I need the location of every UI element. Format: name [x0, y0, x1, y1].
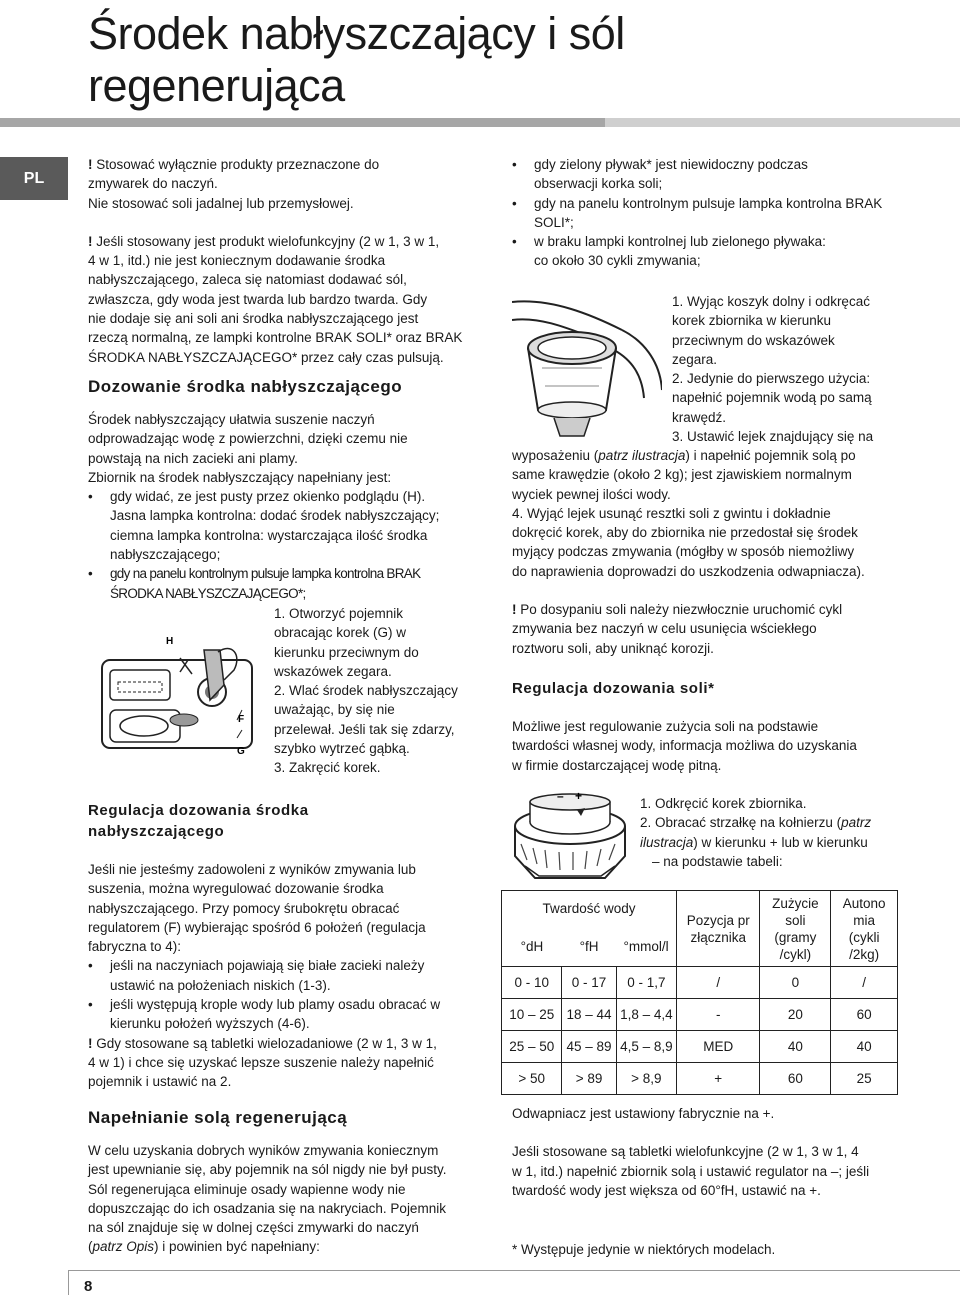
- step-item: 4. Wyjąć lejek usunąć resztki soli z gwintu i dokładnie: [512, 505, 831, 521]
- cell-autonomy: 40: [831, 1031, 898, 1063]
- cell-autonomy: 60: [831, 999, 898, 1031]
- table-header-row: [502, 891, 898, 927]
- bullet-item: • jeśli występują krople wody lub plamy osadu obracać w: [88, 995, 488, 1014]
- bullet-item: • gdy widać, ze jest pusty przez okienko podglądu (H).: [88, 487, 488, 506]
- text-line: kierunku położeń wyższych (4-6).: [110, 1016, 310, 1032]
- text-line: Odwapniacz jest ustawiony fabrycznie na +.: [512, 1106, 775, 1121]
- text-line: zwłaszcza, gdy woda jest twarda lub bardzo twarda. Gdy: [88, 291, 428, 307]
- label-f: F: [238, 714, 245, 725]
- header-line: Zużycie: [772, 895, 819, 911]
- text-line: 4 w 1) i chce się uzyskać lepsze suszenie należy napełnić: [88, 1054, 434, 1070]
- bullet-item: • gdy na panelu kontrolnym pulsuje lampka kontrolna BRAK: [88, 564, 488, 583]
- warning-mark: !: [512, 602, 517, 618]
- text-line: twardości własnej wody, informacja możliwa do uzyskania: [512, 738, 857, 754]
- footer-rule: [68, 1270, 960, 1271]
- step-item: 1. Otworzyć pojemnik: [274, 606, 404, 621]
- cell-fh: > 89: [562, 1063, 616, 1095]
- table-row: [502, 999, 898, 1031]
- cell-dh: 0 - 10: [502, 967, 562, 999]
- page-title-line1: Środek nabłyszczający i sól: [88, 8, 625, 59]
- cell-dh: 10 – 25: [502, 999, 562, 1031]
- cell-autonomy: 25: [831, 1063, 898, 1095]
- cell-mmol: 4,5 – 8,9: [616, 1031, 676, 1063]
- label-g: G: [237, 746, 245, 757]
- step-item: 3. Ustawić lejek znajdujący się na: [672, 429, 874, 445]
- regulacja-soli-text: [512, 717, 912, 775]
- text-line: dokręcić korek, aby do zbiornika nie przedostał się środek: [512, 525, 858, 541]
- factory-setting-note: [512, 1104, 912, 1200]
- text-line: Jasna lampka kontrolna: dodać środek nabłyszczający;: [110, 508, 440, 524]
- cell-mmol: > 8,9: [616, 1063, 676, 1095]
- heading-regulacja-soli: Regulacja dozowania soli*: [512, 680, 715, 697]
- step-item: 3. Zakręcić korek.: [274, 760, 381, 776]
- text-line: odprowadzając wodę z powierzchni, dzięki czemu nie: [88, 431, 408, 447]
- cell-consumption: 20: [760, 999, 831, 1031]
- water-hardness-table: [501, 890, 898, 1095]
- cell-position: MED: [677, 1031, 760, 1063]
- label-plus: +: [575, 789, 583, 803]
- header-hardness: Twardość wody: [502, 891, 677, 927]
- text-fragment: (: [88, 1239, 93, 1255]
- text-line: nabłyszczającego. Przy pomocy śrubokrętu obracać: [88, 900, 400, 916]
- text-line: Możliwe jest regulowanie zużycia soli na podstawie: [512, 719, 819, 734]
- step-item: 1. Odkręcić korek zbiornika.: [640, 796, 807, 811]
- heading-line: Regulacja dozowania środka: [88, 802, 309, 819]
- text-line: fabryczna to 4):: [88, 939, 182, 955]
- label-minus: –: [557, 789, 564, 803]
- text-line: – na podstawie tabeli:: [652, 853, 783, 869]
- text-line: Jeśli stosowane są tabletki wielofunkcyjne (2 w 1, 3 w 1, 4: [512, 1144, 859, 1160]
- cell-consumption: 40: [760, 1031, 831, 1063]
- text-line: ustawić na położeniach niskich (1-3).: [110, 977, 331, 993]
- cell-consumption: 0: [760, 967, 831, 999]
- header-line: Pozycja pr: [686, 912, 750, 928]
- cell-position: /: [677, 967, 760, 999]
- text-line: twardość wody jest większa od 60°fH, ustawić na +.: [512, 1182, 821, 1198]
- text-line: roztworu soli, aby uniknąć korozji.: [512, 640, 714, 656]
- text-line: zmywarek do naczyń.: [88, 176, 218, 192]
- text-line: zmywania bez naczyń w celu usunięcia wściekłego: [512, 621, 817, 637]
- reference-italic: ilustracja: [640, 834, 694, 850]
- text-line: w firmie dostarczającej wodę pitną.: [512, 757, 722, 773]
- cell-dh: > 50: [502, 1063, 562, 1095]
- text-line: nie dodaje się ani soli ani środka nabłyszczającego jest: [88, 311, 419, 327]
- text-line: ŚRODKA NABŁYSZCZAJĄCEGO*;: [110, 585, 306, 601]
- text-line: uważając, by się nie: [274, 702, 395, 718]
- text-line: regulatorem (F) wybierając spośród 6 położeń (regulacja: [88, 919, 426, 935]
- text-line: korek zbiornika w kierunku: [672, 313, 832, 329]
- sol-text: [88, 1141, 488, 1257]
- header-line: mia: [853, 912, 876, 928]
- regulacja-text: [88, 860, 488, 1092]
- header-mmol: °mmol/l: [616, 927, 676, 967]
- text-fragment: ) w kierunku + lub w kierunku: [693, 834, 868, 850]
- cell-consumption: 60: [760, 1063, 831, 1095]
- text-line: Zbiornik na środek nabłyszczający napełniany jest:: [88, 469, 392, 485]
- header-bar-light: [605, 118, 960, 127]
- warning-mark: !: [88, 233, 93, 249]
- text-line: przelewał. Jeśli tak się zdarzy,: [274, 721, 455, 737]
- text-line: myjący podczas zmywania (mógłby w sposób niemożliwy: [512, 544, 855, 560]
- text-line: dopuszczając do ich osadzania się na nakryciach. Pojemnik: [88, 1200, 446, 1216]
- text-line: SOLI*;: [534, 214, 574, 230]
- salt-cap-regulator-illustration: [505, 786, 635, 886]
- header-line: złącznika: [690, 929, 746, 945]
- header-dh: °dH: [502, 927, 562, 967]
- text-line: szybko wytrzeć gąbką.: [274, 741, 410, 757]
- rinse-aid-steps: [274, 604, 489, 778]
- bullet-item: • w braku lampki kontrolnej lub zielonego pływaka:: [512, 232, 912, 251]
- text-line: Stosować wyłącznie produkty przeznaczone do: [92, 157, 380, 172]
- text-line: nabłyszczającego, zaleca się natomiast dodawać sól,: [88, 272, 407, 288]
- text-line: Jeśli stosowany jest produkt wielofunkcyjny (2 w 1, 3 w 1,: [92, 233, 440, 249]
- text-line: 4 w 1, itd.) nie jest koniecznym dodawanie środka: [88, 253, 386, 269]
- text-line: wyciek pewnej ilości wody.: [512, 486, 671, 502]
- label-h: H: [166, 636, 174, 647]
- salt-container-illustration: [512, 290, 662, 440]
- text-fragment: wyposażeniu (: [512, 448, 599, 463]
- header-line: (gramy: [774, 929, 817, 945]
- header-line: soli: [785, 912, 806, 928]
- text-line: Gdy stosowane są tabletki wielozadaniowe (2 w 1, 3 w 1,: [92, 1035, 437, 1051]
- warning-mark: !: [88, 1035, 93, 1051]
- step-item: 2. Jedynie do pierwszego użycia:: [672, 371, 871, 387]
- page-number: 8: [84, 1278, 93, 1295]
- text-fragment: ) i powinien być napełniany:: [154, 1239, 320, 1255]
- rinse-aid-dispenser-illustration: [92, 630, 272, 760]
- text-line: jest upewnianie się, aby pojemnik na sól nigdy nie był pusty.: [88, 1162, 447, 1178]
- step-item: 2. Wlać środek nabłyszczający: [274, 683, 458, 699]
- text-line: wskazówek zegara.: [274, 663, 392, 679]
- footnote: * Występuje jedynie w niektórych modelach.: [512, 1242, 776, 1257]
- text-fragment: ) i napełnić pojemnik solą po: [685, 448, 856, 463]
- text-line: na sól znajduje się w dolnej części zmywarki do naczyń: [88, 1220, 419, 1236]
- dozowanie-text: [88, 410, 488, 603]
- text-line: krawędź.: [672, 409, 727, 425]
- text-line: w 1, itd.) napełnić zbiornik solą i ustawić regulator na –; jeśli: [512, 1163, 870, 1179]
- header-position: [677, 891, 760, 967]
- reference-italic: patrz ilustracja: [598, 448, 686, 463]
- cell-fh: 18 – 44: [562, 999, 616, 1031]
- step-item: 1. Wyjąc koszyk dolny i odkręcać: [672, 294, 870, 309]
- header-line: /2kg): [849, 946, 880, 962]
- header-consumption: [760, 891, 831, 967]
- text-line: rzeczą normalną, ze lampki kontrolne BRAK SOLI* oraz BRAK: [88, 330, 463, 346]
- page-title: [88, 8, 625, 112]
- bullet-item: • gdy na panelu kontrolnym pulsuje lampka kontrolna BRAK: [512, 194, 912, 213]
- text-line: Sól regenerująca eliminuje osady wapienne wody nie: [88, 1181, 406, 1197]
- bullet-item: • gdy zielony pływak* jest niewidoczny podczas: [512, 155, 912, 174]
- heading-sol: Napełnianie solą regenerującą: [88, 1108, 348, 1127]
- text-line: kierunku przeciwnym do: [274, 644, 419, 660]
- text-line: same krawędzie (około 2 kg); jest zjawiskiem normalnym: [512, 467, 852, 483]
- warning-products: [88, 155, 478, 367]
- text-line: powstają na nich zacieki ani plamy.: [88, 450, 298, 466]
- salt-steps-cont: [512, 446, 912, 658]
- regulator-steps: [640, 794, 910, 871]
- heading-line: nabłyszczającego: [88, 823, 225, 840]
- header-line: (cykli: [848, 929, 880, 945]
- header-autonomy: [831, 891, 898, 967]
- cell-fh: 45 – 89: [562, 1031, 616, 1063]
- text-line: Jeśli nie jesteśmy zadowoleni z wyników zmywania lub: [88, 862, 416, 877]
- cell-fh: 0 - 17: [562, 967, 616, 999]
- text-line: obserwacji korka soli;: [534, 176, 663, 192]
- text-line: ŚRODKA NABŁYSZCZAJĄCEGO* przez cały czas pulsują.: [88, 349, 444, 365]
- header-bar: [0, 118, 960, 127]
- language-tab: PL: [0, 157, 68, 200]
- header-line: Autono: [842, 895, 886, 911]
- bullet-item: • jeśli na naczyniach pojawiają się białe zacieki należy: [88, 956, 488, 975]
- text-line: do naprawienia doprowadzi do uszkodzenia odwapniacza).: [512, 563, 865, 579]
- cell-mmol: 1,8 – 4,4: [616, 999, 676, 1031]
- salt-refill-conditions: [512, 155, 912, 271]
- header-fh: °fH: [562, 927, 616, 967]
- cell-position: +: [677, 1063, 760, 1095]
- text-line: zegara.: [672, 351, 718, 367]
- text-line: Nie stosować soli jadalnej lub przemysłowej.: [88, 195, 354, 211]
- text-line: nabłyszczającego;: [110, 547, 221, 563]
- text-line: W celu uzyskania dobrych wyników zmywania koniecznym: [88, 1143, 439, 1158]
- warning-mark: !: [88, 157, 93, 172]
- cell-mmol: 0 - 1,7: [616, 967, 676, 999]
- cell-autonomy: /: [831, 967, 898, 999]
- text-line: Po dosypaniu soli należy niezwłocznie uruchomić cykl: [516, 602, 843, 618]
- heading-regulacja-nablyszczajacego: [88, 800, 309, 842]
- salt-steps-1-3: [672, 292, 902, 446]
- text-line: pojemnik i ustawić na 2.: [88, 1074, 232, 1090]
- text-fragment: 2. Obracać strzałkę na kołnierzu (: [640, 815, 842, 831]
- header-bar-dark: [0, 118, 605, 127]
- page-title-line2: regenerująca: [88, 60, 345, 111]
- table-row: [502, 967, 898, 999]
- cell-dh: 25 – 50: [502, 1031, 562, 1063]
- text-line: obracając korek (G) w: [274, 625, 407, 641]
- text-line: przeciwnym do wskazówek: [672, 332, 835, 348]
- cell-position: -: [677, 999, 760, 1031]
- text-line: suszenia, można wyregulować dozowanie środka: [88, 881, 384, 897]
- reference-italic: patrz Opis: [92, 1239, 155, 1255]
- footer-tick: [68, 1270, 69, 1295]
- text-line: co około 30 cykli zmywania;: [534, 253, 701, 269]
- table-row: [502, 1063, 898, 1095]
- heading-dozowanie: Dozowanie środka nabłyszczającego: [88, 377, 403, 396]
- reference-italic: patrz: [841, 815, 872, 831]
- header-line: /cykl): [779, 946, 812, 962]
- text-line: napełnić pojemnik wodą po samą: [672, 390, 872, 406]
- table-row: [502, 1031, 898, 1063]
- text-line: Środek nabłyszczający ułatwia suszenie naczyń: [88, 412, 375, 427]
- text-line: ciemna lampka kontrolna: wystarczająca ilość środka: [110, 527, 428, 543]
